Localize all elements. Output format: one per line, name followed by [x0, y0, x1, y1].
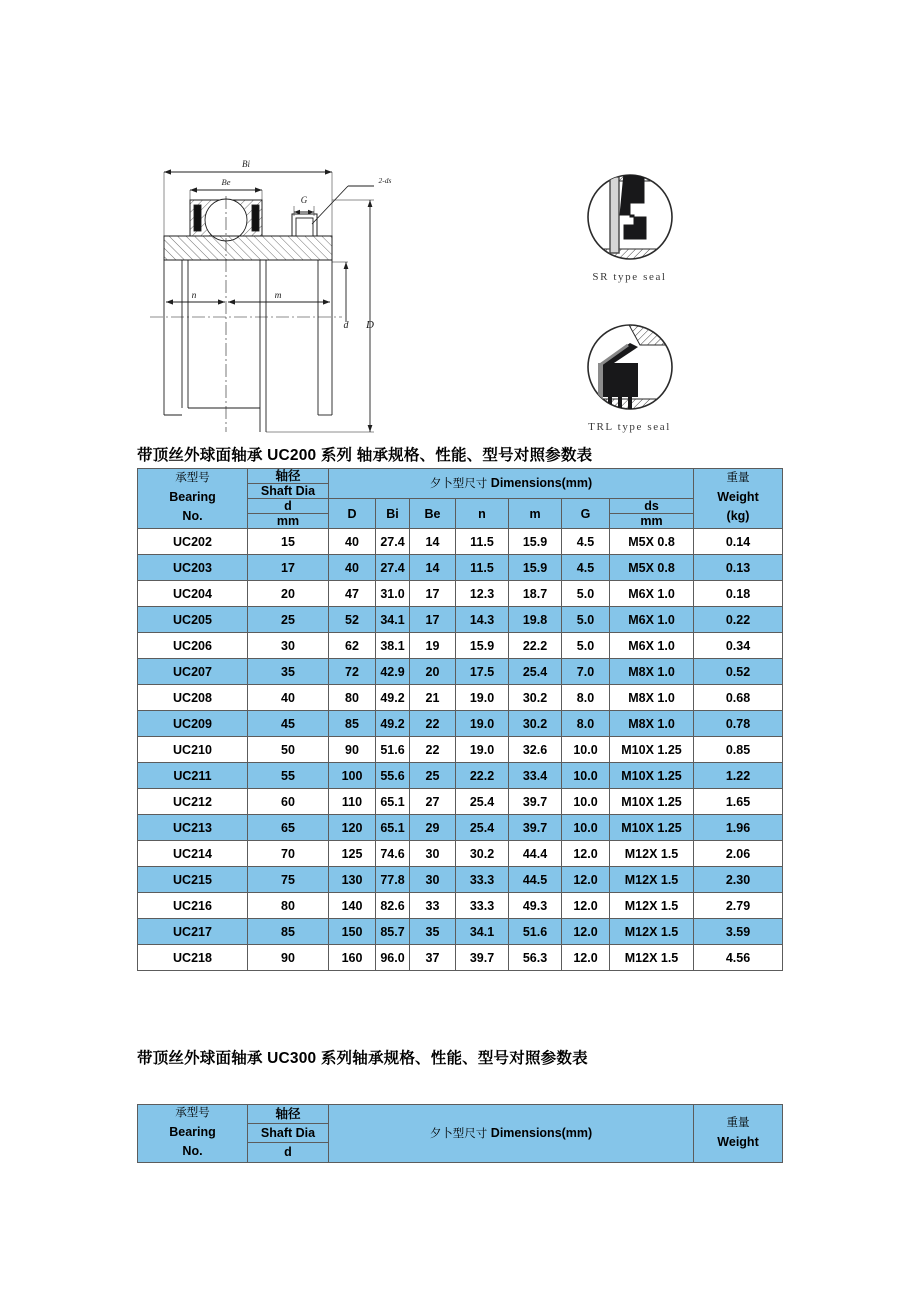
sr-type-seal-figure: [522, 165, 737, 283]
cell-n: 11.5: [456, 555, 509, 581]
cell-Bi: 31.0: [376, 581, 410, 607]
table-row: [138, 633, 783, 659]
cell-G: 7.0: [562, 659, 610, 685]
cell-d: 60: [248, 789, 329, 815]
cell-D: 110: [329, 789, 376, 815]
label-g: G: [300, 195, 308, 205]
cell-Be: 19: [410, 633, 456, 659]
table-row: [138, 841, 783, 867]
cell-D: 62: [329, 633, 376, 659]
cell-D: 140: [329, 893, 376, 919]
cell-d: 75: [248, 867, 329, 893]
cell-m: 22.2: [509, 633, 562, 659]
cell-d: 20: [248, 581, 329, 607]
label-m: m: [274, 291, 282, 301]
cell-d: 15: [248, 529, 329, 555]
cell-G: 12.0: [562, 919, 610, 945]
cell-G: 4.5: [562, 529, 610, 555]
cell-model: UC205: [138, 607, 248, 633]
cell-n: 19.0: [456, 737, 509, 763]
cell-model: UC203: [138, 555, 248, 581]
uc300-header-row-1: [138, 1105, 783, 1124]
cell-d: 65: [248, 815, 329, 841]
cell-d: 17: [248, 555, 329, 581]
cell-m: 30.2: [509, 711, 562, 737]
uc200-spec-table: [137, 468, 783, 971]
cell-Bi: 74.6: [376, 841, 410, 867]
cell-G: 5.0: [562, 633, 610, 659]
cell-n: 19.0: [456, 711, 509, 737]
th-col-Bi: Bi: [376, 499, 410, 529]
cell-ds: M6X 1.0: [610, 581, 694, 607]
cell-ds: M10X 1.25: [610, 737, 694, 763]
cell-w: 2.79: [694, 893, 783, 919]
cell-model: UC209: [138, 711, 248, 737]
table-row: [138, 711, 783, 737]
cell-G: 10.0: [562, 763, 610, 789]
cell-Bi: 96.0: [376, 945, 410, 971]
cell-ds: M5X 0.8: [610, 529, 694, 555]
th-bearing-no-en2: No.: [182, 509, 203, 524]
cell-d: 50: [248, 737, 329, 763]
cell-m: 32.6: [509, 737, 562, 763]
sr-seal-caption: SR type seal: [592, 271, 667, 283]
cell-Be: 17: [410, 581, 456, 607]
cell-D: 90: [329, 737, 376, 763]
uc300-th-bearing-no-en2: No.: [182, 1144, 203, 1159]
cell-model: UC215: [138, 867, 248, 893]
cell-Bi: 42.9: [376, 659, 410, 685]
bearing-cross-section-drawing: [142, 150, 407, 435]
cell-n: 17.5: [456, 659, 509, 685]
cell-ds: M8X 1.0: [610, 711, 694, 737]
cell-m: 33.4: [509, 763, 562, 789]
cell-d: 55: [248, 763, 329, 789]
cell-w: 2.06: [694, 841, 783, 867]
cell-Be: 30: [410, 867, 456, 893]
table-row: [138, 815, 783, 841]
figures-block: [137, 150, 782, 435]
uc300-th-shaft-dia-symbol: d: [248, 1143, 329, 1162]
cell-n: 34.1: [456, 919, 509, 945]
cell-Be: 17: [410, 607, 456, 633]
cell-D: 160: [329, 945, 376, 971]
cell-w: 3.59: [694, 919, 783, 945]
cell-ds: M6X 1.0: [610, 607, 694, 633]
cell-n: 33.3: [456, 867, 509, 893]
th-dimensions-en: Dimensions(mm): [490, 476, 593, 491]
cell-D: 85: [329, 711, 376, 737]
cell-D: 120: [329, 815, 376, 841]
cell-Be: 14: [410, 529, 456, 555]
cell-n: 25.4: [456, 789, 509, 815]
cell-n: 12.3: [456, 581, 509, 607]
cell-G: 12.0: [562, 893, 610, 919]
cell-Be: 37: [410, 945, 456, 971]
cell-m: 15.9: [509, 555, 562, 581]
cell-Bi: 49.2: [376, 685, 410, 711]
cell-Bi: 34.1: [376, 607, 410, 633]
table-row: [138, 737, 783, 763]
cell-d: 70: [248, 841, 329, 867]
uc300-th-dimensions-cn: 夕卜型尺寸: [429, 1127, 488, 1140]
cell-Be: 29: [410, 815, 456, 841]
label-be: Be: [221, 177, 231, 187]
cell-ds: M12X 1.5: [610, 867, 694, 893]
cell-Bi: 27.4: [376, 529, 410, 555]
cell-m: 44.4: [509, 841, 562, 867]
cell-ds: M10X 1.25: [610, 789, 694, 815]
th-bearing-no-cn: 承型号: [175, 472, 210, 485]
cell-ds: M6X 1.0: [610, 633, 694, 659]
table-row: [138, 685, 783, 711]
cell-ds: M12X 1.5: [610, 919, 694, 945]
th-shaft-dia-cn: 轴径: [248, 469, 329, 484]
cell-model: UC206: [138, 633, 248, 659]
cell-d: 30: [248, 633, 329, 659]
cell-ds: M5X 0.8: [610, 555, 694, 581]
cell-w: 1.65: [694, 789, 783, 815]
cell-m: 39.7: [509, 789, 562, 815]
cell-ds: M8X 1.0: [610, 659, 694, 685]
cell-m: 25.4: [509, 659, 562, 685]
table-row: [138, 555, 783, 581]
cell-D: 47: [329, 581, 376, 607]
th-col-Be: Be: [410, 499, 456, 529]
th-weight-en: Weight: [717, 490, 759, 505]
cell-D: 80: [329, 685, 376, 711]
uc200-table-body: [138, 529, 783, 971]
cell-Bi: 55.6: [376, 763, 410, 789]
cell-Be: 25: [410, 763, 456, 789]
cell-ds: M8X 1.0: [610, 685, 694, 711]
cell-G: 12.0: [562, 945, 610, 971]
cell-m: 44.5: [509, 867, 562, 893]
cell-G: 12.0: [562, 867, 610, 893]
cell-n: 33.3: [456, 893, 509, 919]
uc300-th-shaft-dia-en: Shaft Dia: [248, 1124, 329, 1143]
table-row: [138, 659, 783, 685]
cell-Be: 21: [410, 685, 456, 711]
cell-D: 130: [329, 867, 376, 893]
table-row: [138, 893, 783, 919]
cell-D: 40: [329, 529, 376, 555]
cell-w: 1.96: [694, 815, 783, 841]
cell-d: 35: [248, 659, 329, 685]
table-row: [138, 581, 783, 607]
cell-G: 10.0: [562, 789, 610, 815]
table-row: [138, 607, 783, 633]
cell-Be: 30: [410, 841, 456, 867]
cell-w: 2.30: [694, 867, 783, 893]
cell-model: UC216: [138, 893, 248, 919]
cell-n: 19.0: [456, 685, 509, 711]
cell-Bi: 77.8: [376, 867, 410, 893]
cell-w: 0.68: [694, 685, 783, 711]
cell-Be: 27: [410, 789, 456, 815]
label-D-big: D: [366, 319, 374, 331]
cell-m: 51.6: [509, 919, 562, 945]
cell-D: 40: [329, 555, 376, 581]
th-shaft-dia-en: Shaft Dia: [248, 484, 329, 499]
cell-ds: M12X 1.5: [610, 893, 694, 919]
cell-model: UC218: [138, 945, 248, 971]
cell-D: 150: [329, 919, 376, 945]
cell-m: 15.9: [509, 529, 562, 555]
label-d-small: d: [343, 320, 349, 331]
th-col-ds: ds: [610, 499, 694, 514]
cell-n: 15.9: [456, 633, 509, 659]
cell-model: UC212: [138, 789, 248, 815]
cell-m: 49.3: [509, 893, 562, 919]
cell-w: 0.13: [694, 555, 783, 581]
cell-d: 40: [248, 685, 329, 711]
cell-d: 80: [248, 893, 329, 919]
cell-ds: M10X 1.25: [610, 815, 694, 841]
cell-G: 4.5: [562, 555, 610, 581]
uc300-table-head: [138, 1105, 783, 1163]
cell-G: 12.0: [562, 841, 610, 867]
cell-d: 90: [248, 945, 329, 971]
table-row: [138, 789, 783, 815]
cell-m: 30.2: [509, 685, 562, 711]
th-col-D: D: [329, 499, 376, 529]
uc300-spec-table: [137, 1104, 783, 1163]
uc300-th-bearing-no-en: Bearing: [169, 1124, 216, 1139]
cell-Be: 20: [410, 659, 456, 685]
cell-G: 8.0: [562, 685, 610, 711]
cell-n: 11.5: [456, 529, 509, 555]
th-shaft-dia-symbol: d: [248, 499, 329, 514]
cell-G: 5.0: [562, 581, 610, 607]
th-col-ds-unit: mm: [610, 514, 694, 529]
cell-Bi: 49.2: [376, 711, 410, 737]
cell-w: 0.22: [694, 607, 783, 633]
table-row: [138, 867, 783, 893]
cell-ds: M12X 1.5: [610, 945, 694, 971]
cell-Be: 14: [410, 555, 456, 581]
cell-G: 10.0: [562, 815, 610, 841]
section-title-uc200: 带顶丝外球面轴承 UC200 系列 轴承规格、性能、型号对照参数表: [137, 447, 593, 464]
cell-model: UC202: [138, 529, 248, 555]
cell-Bi: 85.7: [376, 919, 410, 945]
cell-ds: M12X 1.5: [610, 841, 694, 867]
cell-Bi: 65.1: [376, 815, 410, 841]
cell-D: 100: [329, 763, 376, 789]
cell-model: UC211: [138, 763, 248, 789]
cell-model: UC208: [138, 685, 248, 711]
uc300-th-dimensions: [329, 1105, 694, 1163]
cell-d: 25: [248, 607, 329, 633]
cell-model: UC204: [138, 581, 248, 607]
cell-Bi: 27.4: [376, 555, 410, 581]
cell-model: UC207: [138, 659, 248, 685]
cell-Be: 22: [410, 711, 456, 737]
cell-n: 14.3: [456, 607, 509, 633]
cell-m: 18.7: [509, 581, 562, 607]
th-dimensions-cn: 夕卜型尺寸: [429, 478, 488, 491]
table-row: [138, 919, 783, 945]
th-weight-cn: 重量: [726, 472, 750, 485]
th-dimensions: [329, 469, 694, 499]
uc300-th-bearing-no-cn: 承型号: [175, 1107, 210, 1119]
uc300-th-bearing-no: [138, 1105, 248, 1163]
cell-ds: M10X 1.25: [610, 763, 694, 789]
label-n: n: [191, 291, 197, 301]
label-bi: Bi: [242, 159, 250, 169]
table-row: [138, 763, 783, 789]
cell-Be: 22: [410, 737, 456, 763]
cell-Bi: 51.6: [376, 737, 410, 763]
cell-w: 1.22: [694, 763, 783, 789]
uc200-table-head: [138, 469, 783, 529]
uc300-th-weight-en: Weight: [717, 1134, 759, 1149]
th-shaft-dia-unit: mm: [248, 514, 329, 529]
cell-w: 4.56: [694, 945, 783, 971]
cell-G: 8.0: [562, 711, 610, 737]
uc300-th-shaft-dia-cn: 轴径: [248, 1105, 329, 1124]
cell-n: 30.2: [456, 841, 509, 867]
cell-D: 72: [329, 659, 376, 685]
th-col-m: m: [509, 499, 562, 529]
th-weight: [694, 469, 783, 529]
table-row: [138, 945, 783, 971]
cell-G: 10.0: [562, 737, 610, 763]
cell-w: 0.78: [694, 711, 783, 737]
uc300-th-weight: [694, 1105, 783, 1163]
cell-d: 85: [248, 919, 329, 945]
trl-type-seal-figure: [522, 315, 737, 433]
cell-n: 39.7: [456, 945, 509, 971]
uc300-th-dimensions-en: Dimensions(mm): [490, 1125, 593, 1140]
cell-model: UC210: [138, 737, 248, 763]
cell-D: 52: [329, 607, 376, 633]
uc300-th-weight-cn: 重量: [726, 1116, 750, 1129]
cell-D: 125: [329, 841, 376, 867]
cell-n: 25.4: [456, 815, 509, 841]
section-title-uc300: 带顶丝外球面轴承 UC300 系列轴承规格、性能、型号对照参数表: [137, 1050, 588, 1067]
cell-m: 39.7: [509, 815, 562, 841]
th-bearing-no: [138, 469, 248, 529]
th-bearing-no-en: Bearing: [169, 490, 216, 505]
cell-w: 0.34: [694, 633, 783, 659]
cell-model: UC217: [138, 919, 248, 945]
seal-figures-column: [522, 165, 737, 465]
th-weight-unit: (kg): [726, 509, 750, 524]
cell-Bi: 65.1: [376, 789, 410, 815]
cell-d: 45: [248, 711, 329, 737]
cell-m: 19.8: [509, 607, 562, 633]
cell-w: 0.14: [694, 529, 783, 555]
cell-model: UC214: [138, 841, 248, 867]
cell-Be: 33: [410, 893, 456, 919]
table-row: [138, 529, 783, 555]
cell-n: 22.2: [456, 763, 509, 789]
cell-Bi: 82.6: [376, 893, 410, 919]
th-col-G: G: [562, 499, 610, 529]
cell-w: 0.18: [694, 581, 783, 607]
cell-Bi: 38.1: [376, 633, 410, 659]
cell-Be: 35: [410, 919, 456, 945]
cell-model: UC213: [138, 815, 248, 841]
trl-seal-caption: TRL type seal: [588, 421, 671, 433]
cell-m: 56.3: [509, 945, 562, 971]
cell-w: 0.52: [694, 659, 783, 685]
cell-w: 0.85: [694, 737, 783, 763]
th-col-n: n: [456, 499, 509, 529]
label-2ds: 2-ds: [378, 176, 392, 185]
header-row-1: [138, 469, 783, 484]
cell-G: 5.0: [562, 607, 610, 633]
